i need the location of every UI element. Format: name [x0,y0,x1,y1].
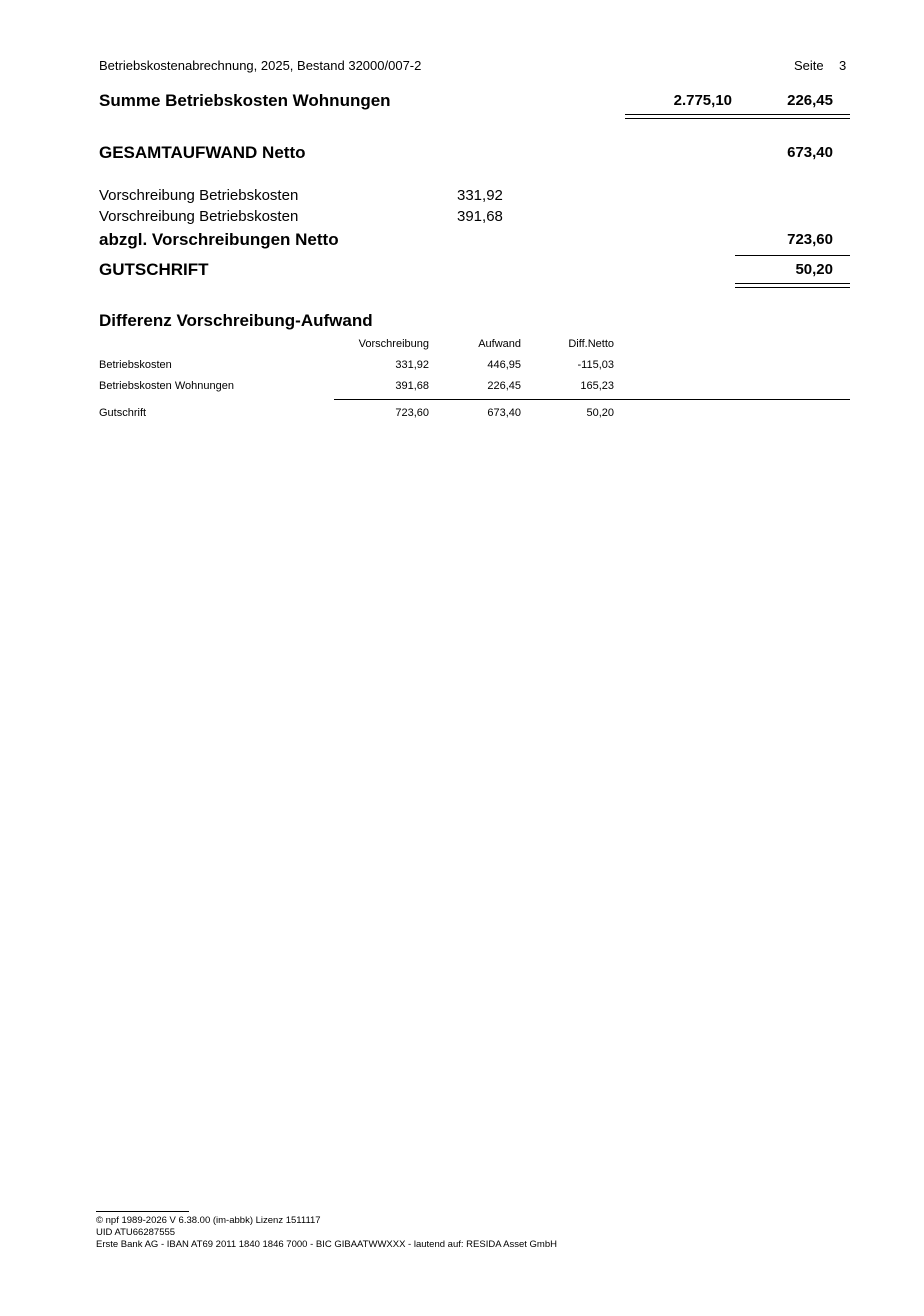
table-total-cell: 723,60 [395,407,429,419]
table-row-label: Betriebskosten [99,359,172,371]
summe-underline-1 [625,114,850,115]
footer-copyright: © npf 1989-2026 V 6.38.00 (im-abbk) Lizenz 1511117 [96,1215,321,1226]
table-cell: 226,45 [487,380,521,392]
summe-value-2: 226,45 [787,92,833,109]
gutschrift-underline-2 [735,287,850,288]
gutschrift-underline-1 [735,283,850,284]
page-label: Seite [794,58,824,73]
summe-label: Summe Betriebskosten Wohnungen [99,91,391,110]
page-number: 3 [839,58,847,73]
gesamtaufwand-label: GESAMTAUFWAND Netto [99,143,306,162]
column-header-diff-netto: Diff.Netto [568,338,614,350]
footer-rule [96,1211,189,1212]
table-row-label: Betriebskosten Wohnungen [99,380,234,392]
gutschrift-label: GUTSCHRIFT [99,260,209,279]
vorschreibung-label: Vorschreibung Betriebskosten [99,187,299,204]
abzgl-value: 723,60 [787,231,833,248]
summe-value-1: 2.775,10 [673,92,732,109]
vorschreibung-value: 391,68 [457,208,503,225]
table-cell: 391,68 [395,380,429,392]
table-cell: 331,92 [395,359,429,371]
table-cell: -115,03 [577,359,614,371]
differenz-title: Differenz Vorschreibung-Aufwand [99,311,373,330]
column-header-vorschreibung: Vorschreibung [358,338,429,350]
footer-bank: Erste Bank AG - IBAN AT69 2011 1840 1846 7000 - BIC GIBAATWWXXX - lautend auf: RESIDA Asset GmbH [96,1239,557,1250]
footer-uid: UID ATU66287555 [96,1227,176,1238]
abzgl-underline [735,255,850,256]
document-title: Betriebskostenabrechnung, 2025, Bestand 32000/007-2 [99,58,422,73]
table-total-cell: 673,40 [487,407,521,419]
gutschrift-value: 50,20 [795,261,833,278]
gesamtaufwand-value: 673,40 [787,144,833,161]
vorschreibung-label: Vorschreibung Betriebskosten [99,208,299,225]
summe-underline-2 [625,118,850,119]
abzgl-label: abzgl. Vorschreibungen Netto [99,230,339,249]
vorschreibung-value: 331,92 [457,187,503,204]
table-cell: 446,95 [487,359,521,371]
table-total-cell: 50,20 [586,407,614,419]
table-cell: 165,23 [580,380,614,392]
table-divider [334,399,850,400]
table-total-label: Gutschrift [99,407,147,419]
column-header-aufwand: Aufwand [478,338,521,350]
